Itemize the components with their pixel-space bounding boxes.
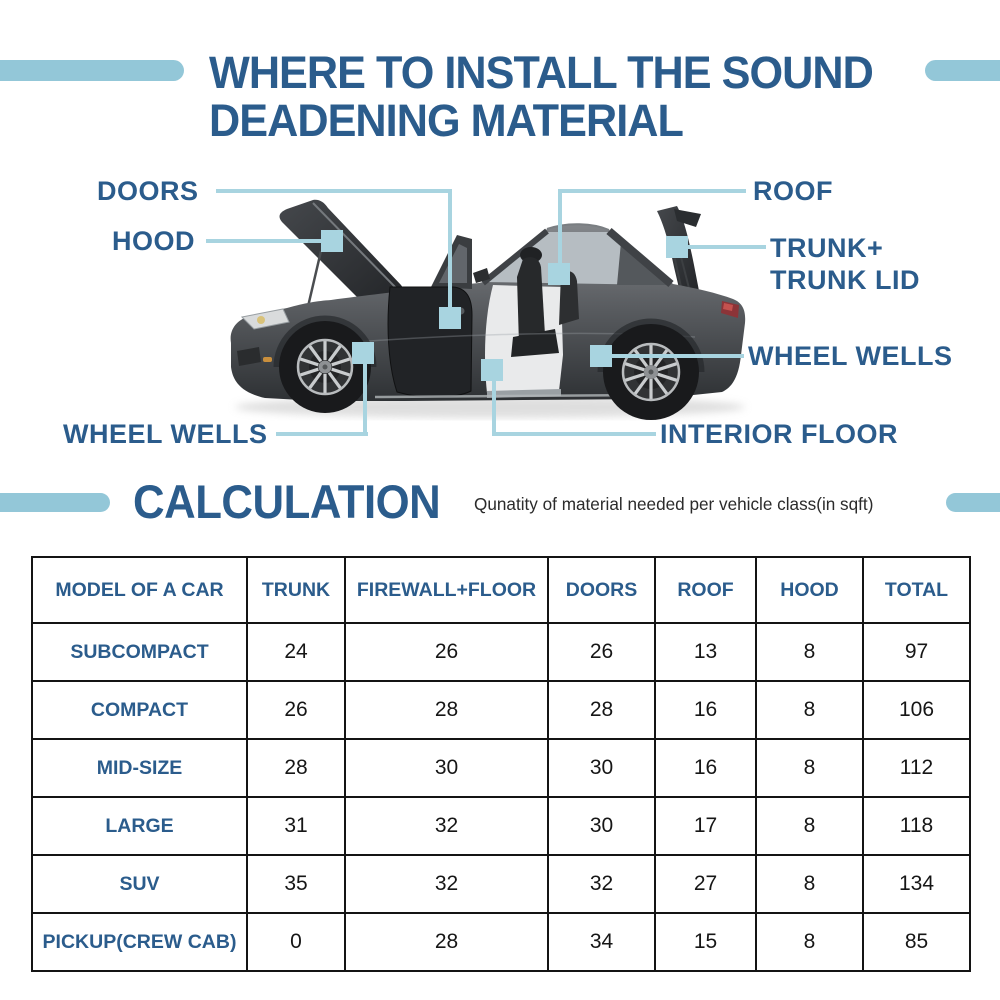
label-hood: HOOD <box>112 226 195 256</box>
cell-value: 35 <box>247 855 345 913</box>
cell-value: 8 <box>756 681 863 739</box>
cell-value: 8 <box>756 797 863 855</box>
table-row <box>32 739 970 797</box>
cell-value: 26 <box>345 623 548 681</box>
cell-value: 17 <box>655 797 756 855</box>
cell-value: 28 <box>345 913 548 971</box>
pointer-line-hood <box>206 239 326 243</box>
calculation-heading: CALCULATION <box>133 475 441 528</box>
calculation-subtitle: Qunatity of material needed per vehicle class(in sqft) <box>474 494 874 514</box>
page-title-line1: WHERE TO INSTALL THE SOUND <box>209 47 873 98</box>
rear-wheel <box>603 324 699 420</box>
cell-value: 31 <box>247 797 345 855</box>
col-header-model: MODEL OF A CAR <box>32 557 247 623</box>
row-label: COMPACT <box>32 681 247 739</box>
accent-bar-calc-right <box>946 493 1000 512</box>
marker-interior-floor <box>481 359 503 381</box>
row-label: PICKUP(CREW CAB) <box>32 913 247 971</box>
cell-value: 28 <box>548 681 655 739</box>
amber-marker-light <box>263 357 272 362</box>
accent-bar-title-right <box>925 60 1000 81</box>
label-interior-floor: INTERIOR FLOOR <box>660 419 898 449</box>
accent-bar-calc-left <box>0 493 110 512</box>
pointer-line-trunk <box>688 245 766 249</box>
cell-value: 97 <box>863 623 970 681</box>
material-table <box>31 556 971 972</box>
cell-value: 24 <box>247 623 345 681</box>
label-trunk-line2: TRUNK LID <box>770 265 920 295</box>
pointer-line-interior-floor-h <box>494 432 656 436</box>
pointer-line-wheel-wells-left-h <box>276 432 368 436</box>
cell-value: 30 <box>548 739 655 797</box>
cell-value: 118 <box>863 797 970 855</box>
cell-value: 30 <box>345 739 548 797</box>
row-label: SUBCOMPACT <box>32 623 247 681</box>
cell-value: 85 <box>863 913 970 971</box>
col-header-total: TOTAL <box>863 557 970 623</box>
table-row <box>32 623 970 681</box>
cell-value: 15 <box>655 913 756 971</box>
cell-value: 32 <box>345 855 548 913</box>
col-header-doors: DOORS <box>548 557 655 623</box>
table-header-row <box>32 557 970 623</box>
pointer-line-roof-v <box>558 189 562 269</box>
col-header-firewall-floor: FIREWALL+FLOOR <box>345 557 548 623</box>
cell-value: 32 <box>345 797 548 855</box>
car-svg <box>225 195 770 425</box>
row-label: SUV <box>32 855 247 913</box>
marker-wheel-wells-right <box>590 345 612 367</box>
pointer-line-roof-h <box>558 189 746 193</box>
accent-bar-title-left <box>0 60 184 81</box>
marker-wheel-wells-left <box>352 342 374 364</box>
label-trunk-line1: TRUNK+ <box>770 233 884 263</box>
cell-value: 8 <box>756 739 863 797</box>
table-row <box>32 797 970 855</box>
pointer-line-interior-floor-v <box>492 380 496 436</box>
marker-roof <box>548 263 570 285</box>
cell-value: 16 <box>655 739 756 797</box>
cell-value: 8 <box>756 913 863 971</box>
cell-value: 106 <box>863 681 970 739</box>
page-title <box>209 49 873 145</box>
pointer-line-wheel-wells-left-v <box>363 352 367 436</box>
cell-value: 28 <box>345 681 548 739</box>
car-illustration <box>225 195 770 425</box>
pointer-line-doors-v <box>448 189 452 320</box>
cell-value: 16 <box>655 681 756 739</box>
cell-value: 112 <box>863 739 970 797</box>
cell-value: 30 <box>548 797 655 855</box>
col-header-trunk: TRUNK <box>247 557 345 623</box>
pointer-line-doors-h <box>216 189 452 193</box>
label-wheel-wells-right: WHEEL WELLS <box>748 341 953 371</box>
cell-value: 27 <box>655 855 756 913</box>
cell-value: 26 <box>247 681 345 739</box>
cell-value: 32 <box>548 855 655 913</box>
cell-value: 8 <box>756 623 863 681</box>
cell-value: 28 <box>247 739 345 797</box>
cell-value: 13 <box>655 623 756 681</box>
table-row <box>32 681 970 739</box>
pointer-line-wheel-wells-right <box>612 354 744 358</box>
cell-value: 134 <box>863 855 970 913</box>
col-header-hood: HOOD <box>756 557 863 623</box>
front-wheel <box>279 321 371 413</box>
label-wheel-wells-left: WHEEL WELLS <box>63 419 268 449</box>
table-row <box>32 913 970 971</box>
hood-panel-open <box>280 200 405 308</box>
row-label: LARGE <box>32 797 247 855</box>
cell-value: 26 <box>548 623 655 681</box>
marker-hood <box>321 230 343 252</box>
marker-doors <box>439 307 461 329</box>
col-header-roof: ROOF <box>655 557 756 623</box>
cell-value: 0 <box>247 913 345 971</box>
label-doors: DOORS <box>97 176 199 206</box>
table-row <box>32 855 970 913</box>
marker-trunk <box>666 236 688 258</box>
row-label: MID-SIZE <box>32 739 247 797</box>
label-roof: ROOF <box>753 176 833 206</box>
cell-value: 34 <box>548 913 655 971</box>
cell-value: 8 <box>756 855 863 913</box>
page-title-line2: DEADENING MATERIAL <box>209 95 683 146</box>
